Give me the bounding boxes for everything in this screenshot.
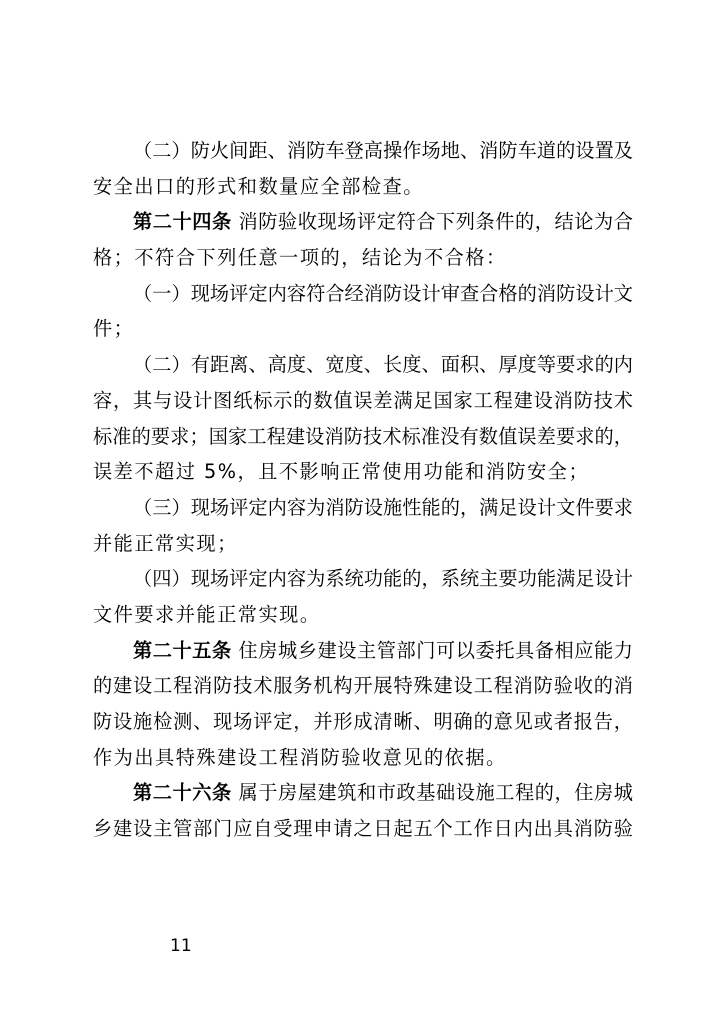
- article-25-heading-line: [93, 633, 633, 669]
- article-title: 第二十四条: [133, 210, 232, 234]
- line-text: 安全出口的形式和数量应全部检查。: [93, 174, 424, 198]
- line-text: 消防验收现场评定符合下列条件的，结论为合: [231, 210, 633, 234]
- text-line: [93, 169, 638, 205]
- line-text: 并能正常实现；: [93, 531, 238, 555]
- text-line: [93, 561, 633, 597]
- line-text: 的建设工程消防技术服务机构开展特殊建设工程消防验收的消: [93, 674, 633, 698]
- text-line: [93, 490, 633, 526]
- text-line: [93, 419, 633, 455]
- text-line: [93, 740, 638, 776]
- article-26-heading-line: [93, 775, 633, 811]
- line-text: 容，其与设计图纸标示的数值误差满足国家工程建设消防技术: [93, 388, 633, 412]
- document-body: [93, 133, 638, 847]
- line-text: 件；: [93, 317, 135, 341]
- text-line: [93, 276, 633, 312]
- line-text: （二）有距离、高度、宽度、长度、面积、厚度等要求的内: [133, 353, 633, 377]
- text-line: [93, 668, 633, 704]
- line-text: 误差不超过 5%，且不影响正常使用功能和消防安全；: [93, 460, 590, 484]
- line-text: 标准的要求；国家工程建设消防技术标准没有数值误差要求的，: [93, 424, 633, 448]
- text-line: [93, 704, 633, 740]
- text-line: [93, 454, 638, 490]
- line-text: 作为出具特殊建设工程消防验收意见的依据。: [93, 745, 507, 769]
- text-line: [93, 597, 638, 633]
- line-text: 乡建设主管部门应自受理申请之日起五个工作日内出具消防验: [93, 817, 633, 841]
- line-text: （三）现场评定内容为消防设施性能的，满足设计文件要求: [133, 495, 633, 519]
- line-text: 属于房屋建筑和市政基础设施工程的，住房城: [231, 781, 633, 805]
- line-text: 住房城乡建设主管部门可以委托具备相应能力: [231, 638, 633, 662]
- article-title: 第二十五条: [133, 638, 232, 662]
- line-text: （一）现场评定内容符合经消防设计审查合格的消防设计文: [133, 281, 633, 305]
- text-line: [93, 347, 633, 383]
- line-text: 防设施检测、现场评定，并形成清晰、明确的意见或者报告，: [93, 710, 633, 733]
- line-text: （二）防火间距、消防车登高操作场地、消防车道的设置及: [133, 139, 633, 162]
- article-24-heading-line: [93, 204, 633, 240]
- line-text: 格；不符合下列任意一项的，结论为不合格：: [93, 246, 507, 270]
- line-text: （四）现场评定内容为系统功能的，系统主要功能满足设计: [133, 567, 633, 591]
- text-line: [93, 311, 638, 347]
- article-title: 第二十六条: [133, 781, 232, 805]
- page-number: 11: [170, 936, 192, 956]
- text-line: [93, 526, 638, 562]
- text-line: [93, 383, 633, 419]
- text-line: [93, 133, 633, 169]
- line-text: 文件要求并能正常实现。: [93, 602, 321, 626]
- text-line: [93, 240, 638, 276]
- text-line: [93, 811, 633, 847]
